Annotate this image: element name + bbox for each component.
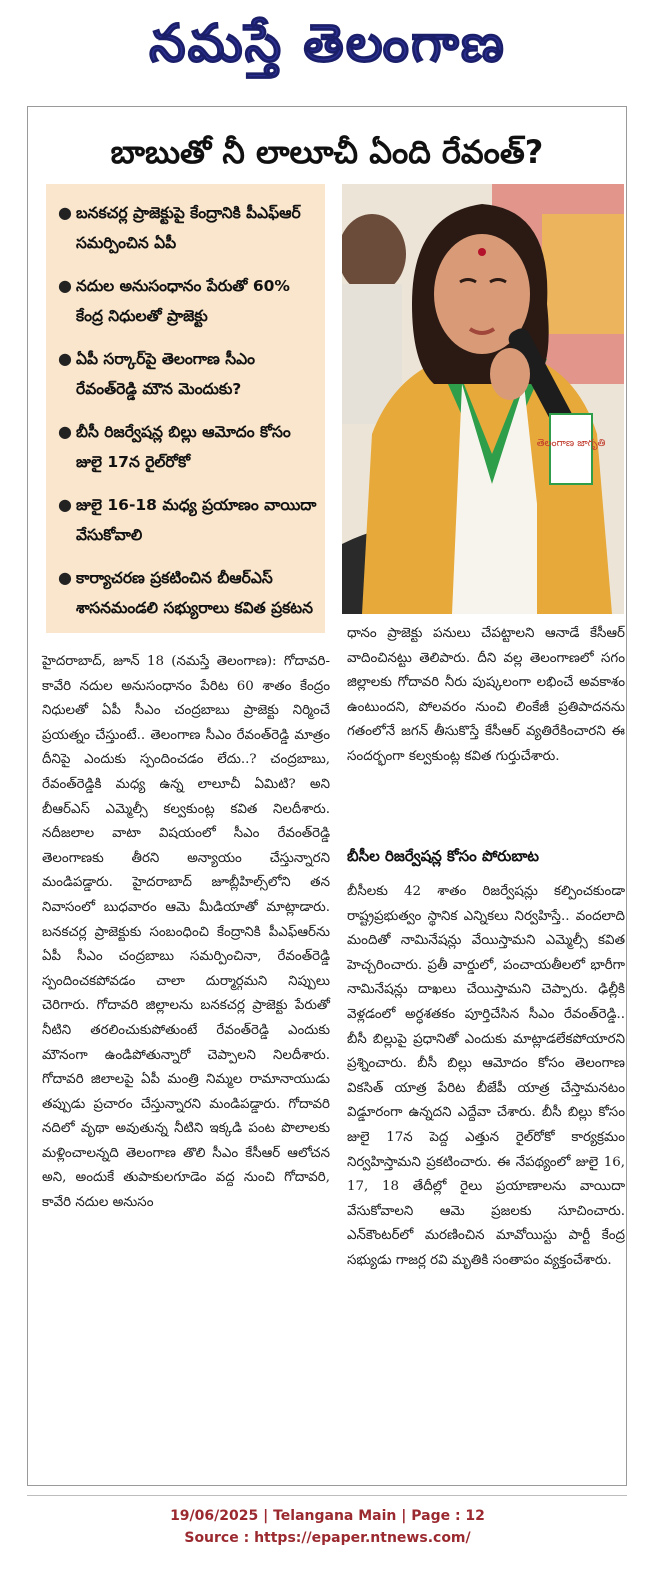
bullet-icon: ●: [58, 276, 72, 295]
masthead: [0, 0, 655, 92]
article-body-left: హైదరాబాద్, జూన్ 18 (నమస్తే తెలంగాణ): గోదావరి-కావేరి నదుల అనుసంధానం పేరిట 60 శాతం కేంద్రం నిధులతో ఏపీ సీఎం చంద్రబాబు ప్రాజెక్టు నిర్మించే ప్రయత్నం చేస్తుంటే.. తెలంగాణ సీఎం రేవంత్‌రెడ్డి మాత్రం దీనిపై ఎందుకు స్పందించడం లేదు..? చంద్రబాబు, రేవంత్‌రెడ్డికి మధ్య ఉన్న లాలూచీ ఏమిటి? అని బీఆర్ఎస్ ఎమ్మెల్సీ కల్వకుంట్ల కవిత నిలదీశారు. నదీజలాల వాటా విషయంలో సీఎం రేవంత్‌రెడ్డి తెలంగాణకు తీరని అన్యాయం చేస్తున్నారని మండిపడ్డారు. హైదరాబాద్ జూబ్లీహిల్స్‌లోని తన నివాసంలో బుధవారం ఆమె మీడియాతో మాట్లాడారు. బనకచర్ల ప్రాజెక్టుకు సంబంధించి కేంద్రానికి పీఎఫ్ఆర్‌ను ఏపీ సీఎం చంద్రబాబు సమర్పించినా, రేవంత్‌రెడ్డి స్పందించకపోవడం చాలా దుర్మార్గమని నిప్పులు చెరిగారు. గోదావరి జిల్లాలను బనకచర్ల ప్రాజెక్టు పేరుతో నీటిని తరలించుకుపోతుంటే రేవంత్‌రెడ్డి ఎందుకు మౌనంగా ఉండిపోతున్నారో చెప్పాలని నిలదీశారు. గోదావరి జిలాలపై ఏపీ మంత్రి నిమ్మల రామానాయుడు తప్పుడు ప్రచారం చేస్తున్నారని మండిపడ్డారు. గోదావరి నదిలో వృథా అవుతున్న నీటిని ఇక్కడి పంట పొలాలకు మళ్లించాలన్నది తెలంగాణ తొలి సీఎం కేసీఆర్ ఆలోచన అని, అందుకే తుపాకులగూడెం వద్ద నుంచి గోదావరి, కావేరి నదుల అనుసం: [42, 654, 330, 1211]
bullet-icon: ●: [58, 422, 72, 441]
section-subheading: బీసీల రిజర్వేషన్ల కోసం పోరుబాట: [347, 847, 539, 865]
bullet-icon: ●: [58, 203, 72, 222]
highlight-item: ● ఏపీ సర్కార్‌పై తెలంగాణ సీఎం రేవంత్‌రెడ్డి మౌన మెందుకు?: [58, 344, 317, 404]
headline: బాబుతో నీ లాలూచీ ఏంది రేవంత్?: [110, 133, 544, 171]
newspaper-title: నమస్తే తెలంగాణ: [149, 13, 506, 74]
highlight-item: ● కార్యాచరణ ప్రకటించిన బీఆర్ఎస్ శాసనమండలి సభ్యురాలు కవిత ప్రకటన: [58, 563, 317, 623]
speaker-photo-illustration: [342, 184, 624, 614]
footer-source-link[interactable]: Source : https://epaper.ntnews.com/: [184, 1530, 471, 1546]
sash-badge-text: తెలంగాణ జాగృతి: [536, 438, 606, 449]
highlight-item: ● నదుల అనుసంధానం పేరుతో 60% కేంద్ర నిధులతో ప్రాజెక్టు: [58, 271, 317, 331]
footer-edition-info: 19/06/2025 | Telangana Main | Page : 12: [170, 1508, 485, 1524]
highlight-item: ● బీసీ రిజర్వేషన్ల బిల్లు ఆమోదం కోసం జులై 17న రైల్‌రోకో: [58, 417, 317, 477]
bullet-icon: ●: [58, 568, 72, 587]
footer-divider: [27, 1495, 627, 1496]
highlights-box: [46, 184, 325, 633]
article-body-right-top: ధానం ప్రాజెక్టు పనులు చేపట్టాలని ఆనాడే కేసీఆర్ వాదించినట్టు తెలిపారు. దీని వల్ల తెలంగాణలో సగం జిల్లాలకు గోదావరి నీరు పుష్కలంగా లభించే అవకాశం ఉంటుందని, పోలవరం నుంచి లింకేజీ ప్రతిపాదనను గతంలోనే జగన్ తీసుకొస్తే కేసీఆర్ వ్యతిరేకించారని ఈ సందర్భంగా కల్వకుంట్ల కవిత గుర్తుచేశారు.: [347, 626, 625, 764]
bullet-icon: ●: [58, 495, 72, 514]
article-body-right-bottom: బీసీలకు 42 శాతం రిజర్వేషన్లు కల్పించకుండా రాష్ట్రప్రభుత్వం స్థానిక ఎన్నికలు నిర్వహిస్తే.. వందలాది మందితో నామినేషన్లు వేయిస్తామని ఎమ్మెల్సీ కవిత హెచ్చరించారు. ప్రతీ వార్డులో, పంచాయతీలలో భారీగా నామినేషన్లు దాఖలు చేయిస్తామని చెప్పారు. ఢిల్లీకి వెళ్లడంలో అర్ధశతకం పూర్తిచేసిన సీఎం రేవంత్‌రెడ్డి.. బీసీ బిల్లుపై ప్రధానితో ఎందుకు మాట్లాడలేకపోయారని ప్రశ్నించారు. బీసీ బిల్లు ఆమోదం కోసం తెలంగాణ వికసిత్ యాత్ర పేరిట బీజేపీ యాత్ర చేస్తామనటం విడ్డూరంగా ఉన్నదని ఎద్దేవా చేశారు. బీసీ బిల్లు కోసం జులై 17న పెద్ద ఎత్తున రైల్‌రోకో కార్యక్రమం నిర్వహిస్తామని ప్రకటించారు. ఈ నేపథ్యంలో జులై 16, 17, 18 తేదీల్లో రైలు ప్రయాణాలను వాయిదా వేసుకోవాలని ఆమె ప్రజలకు సూచించారు. ఎన్‌కౌంటర్‌లో మరణించిన మావోయిస్టు పార్టీ కేంద్ర సభ్యుడు గాజర్ల రవి మృతికి సంతాపం వ్యక్తంచేశారు.: [347, 884, 625, 1268]
news-photo: [342, 184, 624, 614]
highlight-item: ● బనకచర్ల ప్రాజెక్టుపై కేంద్రానికి పీఎఫ్ఆర్ సమర్పించిన ఏపీ: [58, 198, 317, 258]
bullet-icon: ●: [58, 349, 72, 368]
highlight-item: ● జులై 16-18 మధ్య ప్రయాణం వాయిదా వేసుకోవాలి: [58, 490, 317, 550]
